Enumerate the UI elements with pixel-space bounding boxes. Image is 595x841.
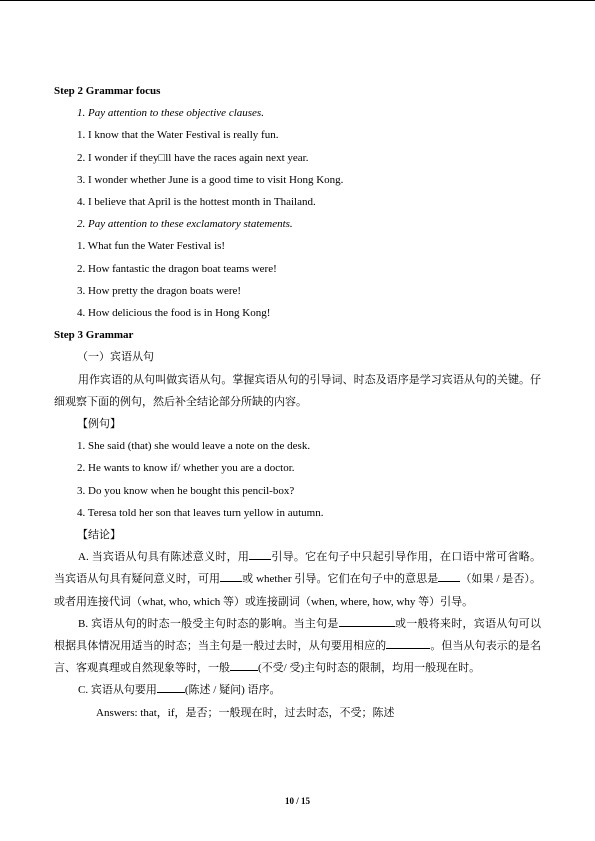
conclusion-c [54, 679, 541, 701]
examples-label: 【例句】 [77, 418, 121, 431]
answer-blank [339, 614, 395, 627]
conclusion-c-text-1: C. 宾语从句要用 [78, 684, 157, 697]
example-item: 3. Do you know when he bought this pencil-box? [77, 484, 295, 497]
list-item: 1. I know that the Water Festival is really fun. [77, 129, 279, 142]
list-item: 3. How pretty the dragon boats were! [77, 284, 242, 297]
answer-blank [157, 680, 185, 693]
list-item: 2. I wonder if they□ll have the races again next year. [77, 151, 309, 164]
document-body [54, 80, 541, 724]
conclusion-a-text-3: 或 whether 引导。它们在句子中的意思是 [242, 573, 439, 586]
answer-blank [230, 658, 258, 671]
answer-blank [386, 636, 430, 649]
conclusion-a-text-4: （如果 / 是否）。或者用连接代词（what, who, which 等）或连接副词（when, where, how, why 等）引导。 [54, 573, 541, 608]
conclusion-b-text-3: 。但当从句表示的是名言、客观真理或自然现象等时，一般 [54, 640, 541, 675]
part1-title: 1. Pay attention to these objective clauses. [77, 107, 264, 120]
list-item: 3. I wonder whether June is a good time to visit Hong Kong. [77, 173, 344, 186]
page-number: 10 / 15 [284, 796, 310, 806]
conclusion-b-text-4: (不受/ 受)主句时态的限制，均用一般现在时。 [258, 662, 481, 675]
conclusion-c-text-2: (陈述 / 疑问) 语序。 [184, 684, 281, 697]
list-item: 4. How delicious the food is in Hong Kong! [77, 307, 271, 320]
conclusion-a-text-2: 引导。它在句子中只起引导作用，在口语中常可省略。当宾语从句具有疑问意义时，可用 [54, 551, 541, 586]
example-item: 4. Teresa told her son that leaves turn yellow in autumn. [77, 506, 324, 519]
conclusion-b [54, 613, 541, 680]
step3-heading: Step 3 Grammar [54, 329, 134, 342]
step2-heading: Step 2 Grammar focus [54, 85, 161, 97]
answer-blank [220, 569, 242, 582]
header-rule [0, 0, 595, 1]
part2-title: 2. Pay attention to these exclamatory statements. [77, 218, 293, 231]
example-item: 1. She said (that) she would leave a note on the desk. [77, 440, 311, 453]
section-title: （一）宾语从句 [77, 351, 154, 364]
list-item: 4. I believe that April is the hottest month in Thailand. [77, 196, 316, 209]
intro-paragraph: 用作宾语的从句叫做宾语从句。掌握宾语从句的引导词、时态及语序是学习宾语从句的关键。仔细观察下面的例句，然后补全结论部分所缺的内容。 [54, 373, 541, 408]
conclusion-a [54, 546, 541, 613]
answers-line: Answers: that，if，是否；一般现在时，过去时态，不受；陈述 [96, 706, 395, 719]
example-item: 2. He wants to know if/ whether you are a doctor. [77, 462, 295, 475]
conclusion-a-text-1: A. 当宾语从句具有陈述意义时，用 [78, 551, 250, 564]
answer-blank [438, 569, 460, 582]
conclusion-label: 【结论】 [77, 529, 121, 542]
list-item: 1. What fun the Water Festival is! [77, 240, 226, 253]
conclusion-b-text-1: B. 宾语从句的时态一般受主句时态的影响。当主句是 [78, 617, 339, 630]
conclusion-b-text-2: 或一般将来时，宾语从句可以根据具体情况用适当的时态；当主句是一般过去时，从句要用相应的 [54, 617, 541, 653]
list-item: 2. How fantastic the dragon boat teams were! [77, 262, 277, 275]
answer-blank [249, 547, 271, 560]
